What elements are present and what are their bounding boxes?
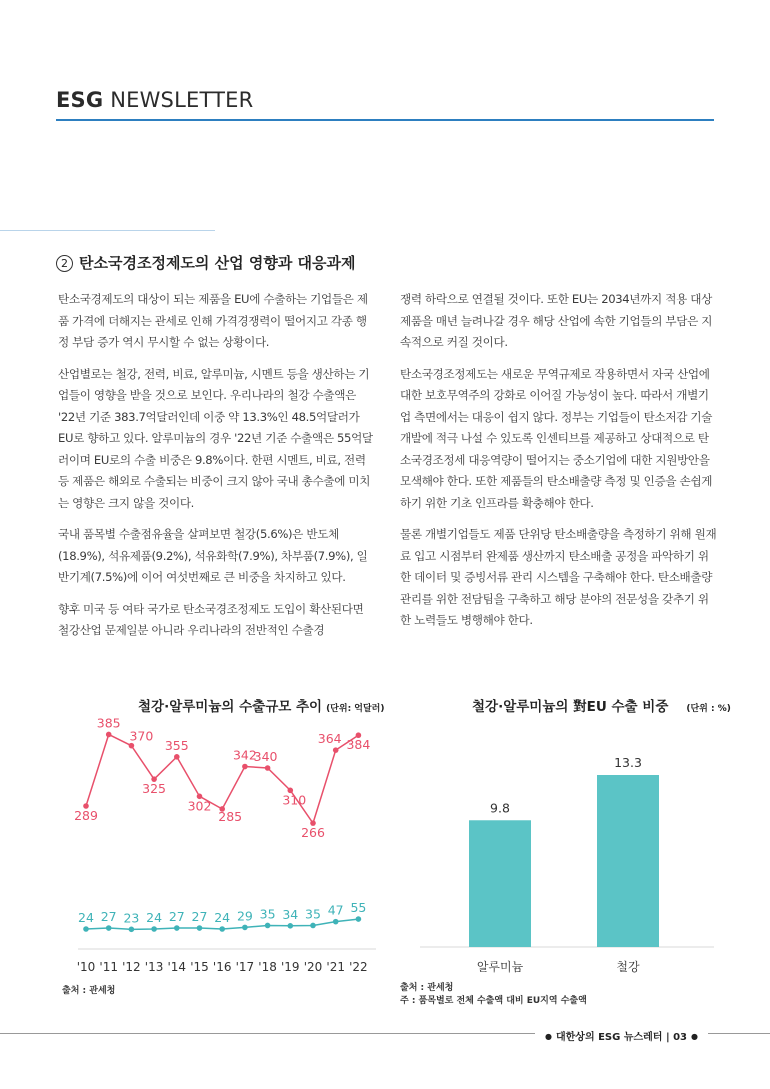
data-label-bottom: 24 (214, 910, 231, 925)
footer-publication: 대한상의 ESG 뉴스레터 (555, 1032, 663, 1043)
data-label-bottom: 27 (168, 909, 185, 925)
bar (469, 820, 531, 947)
line-chart (58, 715, 388, 980)
footer-dot-icon: ● (545, 1032, 552, 1041)
paragraph: 향후 미국 등 여타 국가로 탄소국경조정제도 도입이 확산된다면 철강산업 문제일분 아니라 우리나라의 전반적인 수출경 (58, 601, 364, 637)
data-label-top: 285 (218, 808, 243, 824)
bar (597, 775, 659, 947)
paragraph: 탄소국경조정제도는 새로운 무역규제로 작용하면서 자국 산업에 대한 보호무역주의 강화로 이어질 가능성이 높다. 따라서 개별기업 측면에서는 대응이 쉽지 않다. 정부는 기업들이 탄소저감 기술개발에 적극 나설 수 있도록 인센티브를 제공하고 상대적으로 탄소국경조정세 대응역량이 떨어지는 중소기업에 대한 지원방안을 모색해야 한다. 또한 제품들의 탄소배출량 측정 및 인증을 손쉽게 하기 위한 기초 인프라를 확충해야 한다. (400, 366, 713, 510)
data-point-bottom (310, 923, 316, 929)
data-label-top: 355 (164, 737, 189, 753)
x-tick-label: 철강 (616, 960, 640, 974)
data-point-bottom (106, 925, 112, 931)
data-label-top: 364 (317, 731, 342, 747)
data-point-bottom (242, 925, 248, 931)
section-title-text: 탄소국경조정제도의 산업 영향과 대응과제 (79, 254, 356, 272)
bar-chart-note: 주 : 품목별로 전체 수출액 대비 EU지역 수출액 (400, 996, 587, 1006)
data-point-bottom (219, 926, 225, 932)
data-label-top: 266 (301, 825, 325, 841)
bar-chart (400, 715, 718, 980)
data-point-bottom (83, 926, 89, 932)
data-point-bottom (356, 916, 362, 922)
data-label-bottom: 35 (305, 906, 321, 922)
section-title (56, 252, 356, 273)
data-label-bottom: 24 (146, 910, 163, 925)
x-tick-label: '12 (122, 960, 141, 974)
x-tick-label: '21 (326, 960, 345, 974)
data-point-bottom (174, 925, 180, 931)
data-label-top: 302 (187, 798, 212, 814)
data-label-bottom: 34 (282, 906, 299, 922)
newsletter-title-bold: ESG (56, 88, 104, 112)
section-number: 2 (56, 255, 73, 272)
x-tick-label: '22 (349, 960, 368, 974)
data-label-top: 342 (232, 747, 257, 763)
paragraph: 탄소국경제도의 대상이 되는 제품을 EU에 수출하는 기업들은 제품 가격에 더해지는 관세로 인해 가격경쟁력이 떨어지고 각종 행정 부담 증가 역시 무시할 수 없는 상황이다. (58, 292, 368, 349)
x-tick-label: '20 (303, 960, 323, 974)
line-chart-unit: (단위: 억달러) (326, 704, 385, 714)
bar-value-label: 13.3 (614, 755, 642, 770)
x-tick-label: '14 (167, 960, 187, 974)
line-chart-source: 출처 : 관세청 (62, 986, 116, 996)
data-label-top: 310 (282, 792, 307, 808)
paragraph: 쟁력 하락으로 연결될 것이다. 또한 EU는 2034년까지 적용 대상 제품을 매년 늘려나갈 경우 해당 산업에 속한 기업들의 부담은 지속적으로 커질 것이다. (400, 292, 713, 349)
data-label-bottom: 47 (327, 902, 344, 918)
x-tick-label: '13 (144, 960, 164, 974)
data-point-bottom (288, 923, 294, 929)
data-label-top: 385 (96, 715, 121, 731)
data-label-top: 384 (346, 737, 371, 753)
x-tick-label: '19 (281, 960, 300, 974)
newsletter-title-light: NEWSLETTER (110, 88, 254, 112)
data-point-top (174, 754, 180, 760)
page-footer: ● 대한상의 ESG 뉴스레터 | 03 ● (535, 1028, 708, 1043)
data-label-bottom: 29 (236, 908, 253, 924)
data-point-bottom (129, 927, 135, 933)
data-point-bottom (333, 919, 339, 925)
data-point-bottom (197, 925, 203, 931)
data-point-top (106, 732, 112, 738)
paragraph: 국내 품목별 수출점유율을 살펴보면 철강(5.6%)은 반도체(18.9%), 석유제품(9.2%), 석유화학(7.9%), 차부품(7.9%), 일반기계(7.5%)에 이어 여섯번째로 큰 비중을 차지하고 있다. (58, 527, 368, 584)
bar-chart-source-line: 출처 : 관세청 (400, 983, 454, 993)
data-label-top: 370 (129, 728, 154, 744)
data-label-bottom: 24 (78, 910, 94, 925)
line-chart-title (138, 695, 385, 715)
bar-chart-unit: (단위 : %) (686, 704, 731, 714)
data-point-top (242, 764, 248, 770)
x-tick-label: '17 (235, 960, 255, 974)
x-tick-label: '11 (99, 960, 118, 974)
right-column (400, 289, 718, 642)
footer-dot-icon: ● (691, 1032, 698, 1041)
x-tick-label: '16 (212, 960, 232, 974)
x-tick-label: '10 (76, 960, 96, 974)
data-label-bottom: 35 (259, 906, 276, 922)
paragraph: 산업별로는 철강, 전력, 비료, 알루미늄, 시멘트 등을 생산하는 기업들이 영향을 받을 것으로 보인다. 우리나라의 철강 수출액은 '22년 기준 383.7억달러인데 이중 약 13.3%인 48.5억달러가 EU로 향하고 있다. 알루미늄의 경우 '22년 기준 수출액은 55억달러이며 EU로의 수출 비중은 9.8%이다. 한편 시멘트, 비료, 전력 등 제품은 해외로 수출되는 비중이 크지 않아 국내 총수출에 미치는 영향은 크지 않을 것이다. (58, 366, 373, 510)
bar-value-label: 9.8 (490, 800, 510, 816)
x-tick-label: '15 (190, 960, 209, 974)
data-label-top: 289 (74, 808, 98, 823)
line-chart-title-text: 철강·알루미늄의 수출규모 추이 (138, 699, 323, 715)
data-point-bottom (265, 923, 271, 929)
data-label-bottom: 27 (191, 909, 208, 925)
left-column (58, 289, 376, 652)
paragraph: 물론 개별기업들도 제품 단위당 탄소배출량을 측정하기 위해 원재료 입고 시점부터 완제품 생산까지 탄소배출 공정을 파악하기 위한 데이터 및 증빙서류 관리 시스템을 구축해야 한다. 탄소배출량 관리를 위한 전담팀을 구축하고 해당 분야의 전문성을 갖추기 위한 노력들도 병행해야 한다. (400, 527, 717, 627)
x-tick-label: '18 (258, 960, 277, 974)
data-point-bottom (151, 926, 157, 932)
data-label-bottom: 55 (350, 900, 367, 916)
bar-chart-title (472, 695, 731, 715)
data-label-top: 340 (253, 749, 278, 765)
data-point-top (333, 747, 339, 753)
x-tick-label: 알루미늄 (476, 960, 524, 974)
data-label-top: 325 (142, 781, 167, 797)
data-label-bottom: 27 (100, 909, 117, 925)
section-rule (0, 230, 215, 231)
footer-page-number: 03 (673, 1032, 688, 1043)
data-point-top (129, 743, 135, 749)
bar-chart-source (400, 982, 587, 1008)
bar-chart-title-text: 철강·알루미늄의 對EU 수출 비중 (472, 699, 669, 715)
newsletter-title (56, 88, 253, 112)
header-rule (56, 119, 714, 121)
data-point-top (265, 765, 271, 771)
data-label-bottom: 23 (123, 910, 140, 926)
